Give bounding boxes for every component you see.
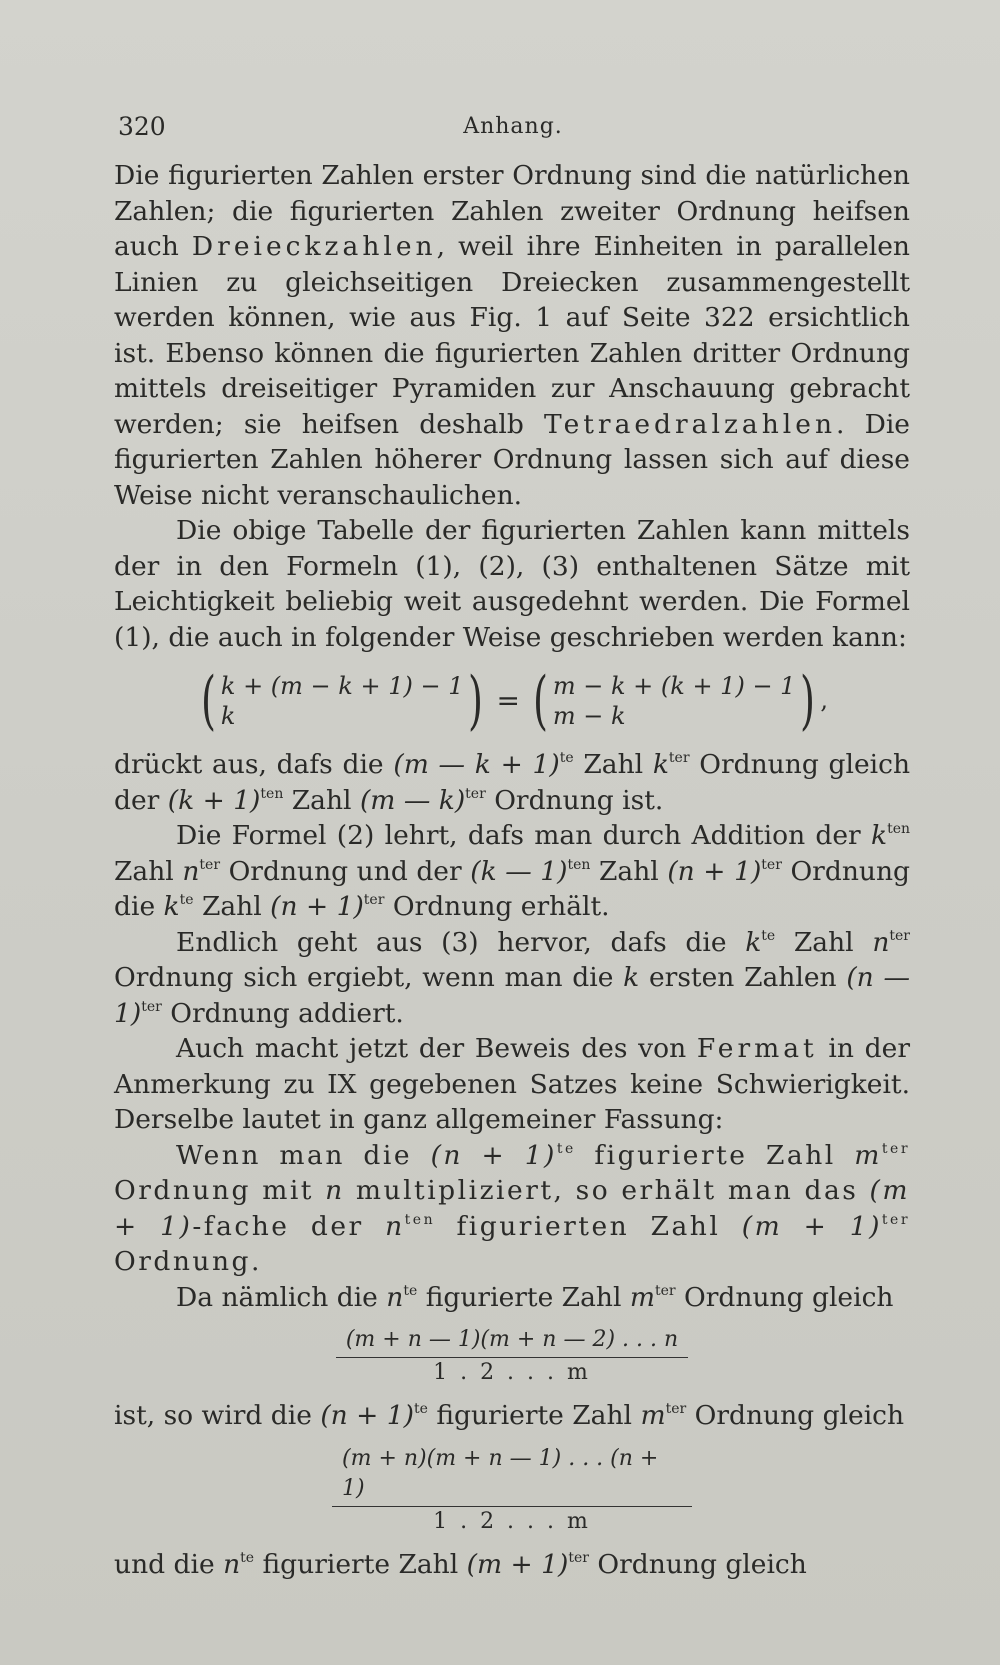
binomial-bottom: k [220,702,236,730]
sup: ter [141,998,162,1015]
math: (n + 1) [270,891,364,922]
text: Endlich geht aus (3) hervor, dafs die [176,926,746,958]
sup: ter [568,1549,589,1566]
text: multipliziert, so erhält man das [344,1175,870,1206]
text: ersten Zahlen [639,962,847,993]
math: (n — 1) [114,962,911,1029]
page-body [114,158,910,1582]
sup: ten [260,785,284,802]
paragraph-8 [114,1280,910,1316]
text: drückt aus, dafs die [114,749,394,780]
text: figurierte Zahl [254,1548,467,1580]
spaced-term: Tetraedralzahlen [543,408,837,440]
sup: ter [655,1282,676,1299]
paragraph-5 [114,925,910,1032]
math: (n + 1) [430,1139,557,1171]
paragraph-2: Die obige Tabelle der figurierten Zahlen kann mittels der in den Formeln (1), (2), (3) enthaltenen Sätze mit Leichtigkeit beliebig weit ausgedehnt werden. Die Formel (1), die auch in folgender Weise geschrieben werden kann: [114,515,910,653]
math: (m + 1) [466,1548,569,1580]
text: , weil ihre Einheiten in parallelen Linien zu gleichseitigen Dreiecken zusammengestellt werden können, wie aus Fig. 1 auf Seite 322 ersichtlich ist. Ebenso können die figurierten Zahlen dritter Ordnung mittels dreiseitiger Pyramiden zur Anschauung gebracht werden; sie heifsen deshalb [114,231,910,440]
text: Ordnung sich ergiebt, wenn man die [114,962,624,993]
text: in der Anmerkung zu IX gegebenen Satzes keine Schwierigkeit. Derselbe lautet in ganz allgemeiner Fassung: [114,1033,910,1135]
text: Ordnung addiert. [161,997,404,1029]
sup: ter [668,750,690,766]
binomial-stack [553,671,796,731]
math: m [629,1281,655,1313]
math: n [385,1210,405,1242]
text: Ordnung ist. [485,784,664,816]
left-paren: ( [200,664,216,738]
page-number: 320 [118,112,166,141]
text: Ordnung gleich [588,1548,807,1580]
text: Zahl [775,926,873,958]
sup: ter [665,1401,687,1417]
binomial-stack [221,671,464,731]
math: (m + 1) [741,1210,882,1242]
text: Zahl [193,891,271,922]
fraction-denominator: 1 . 2 . . . m [433,1360,591,1385]
text: . Die figurierten Zahlen höherer Ordnung lassen sich auf diese Weise nicht veranschaulichen. [114,408,910,511]
sup: te [240,1549,255,1566]
sup: te [413,1401,428,1417]
paragraph-10 [114,1547,910,1583]
math: (m + 1) [114,1175,910,1242]
sup: ter [889,927,910,944]
text: Zahl [114,855,183,887]
text: Ordnung gleich der [114,749,911,816]
sup: te [179,892,194,908]
sup: te [559,750,574,766]
math: n [872,926,890,958]
text: Die figurierten Zahlen erster Ordnung sind die natürlichen Zahlen; die figurierten Zahlen zweiter Ordnung heifsen auch [114,160,910,262]
equals-sign: = [496,684,520,718]
text: -fache der [192,1210,386,1242]
text: Ordnung die [114,855,910,922]
math: m [640,1400,666,1431]
binomial-formula [114,661,910,741]
math: (m — k) [359,784,466,816]
binomial-right [528,664,821,738]
right-paren: ) [468,664,484,738]
math: n [386,1281,404,1313]
text: Ordnung mit [114,1175,326,1206]
math: n [325,1175,345,1206]
sup: ten [887,821,910,837]
formula-comma: , [820,686,829,715]
text: Ordnung. [114,1246,262,1277]
math: k [623,962,640,993]
text: Ordnung erhält. [384,891,610,922]
math: (k — 1) [470,855,568,887]
fraction-numerator: (m + n)(m + n — 1) . . . (n + 1) [332,1444,692,1507]
page-header [118,112,908,152]
text: Ordnung gleich [686,1400,905,1431]
sup: ter [199,856,221,873]
math: k [871,820,888,851]
fraction-1 [332,1325,692,1388]
fraction-numerator: (m + n — 1)(m + n — 2) . . . n [336,1325,688,1358]
math: (m — k + 1) [393,749,560,780]
binomial-top: k + (m − k + 1) − 1 [220,672,464,700]
math: m [854,1139,882,1171]
text: Die Formel (2) lehrt, dafs man durch Addition der [176,820,871,851]
text: Ordnung und der [220,855,471,887]
math: k [652,749,669,780]
sup: te [761,927,776,944]
math: n [223,1548,241,1580]
sup: ten [567,856,591,873]
text: figurierten Zahl [435,1210,742,1242]
math: k [163,891,180,922]
running-head: Anhang. [463,114,563,139]
text: Zahl [590,855,668,887]
paragraph-4 [114,818,910,925]
binomial-top: m − k + (k + 1) − 1 [552,672,796,700]
math: n [182,855,200,887]
paragraph-7-theorem [114,1138,910,1280]
sup: ter [761,856,782,873]
text: ist, so wird die [114,1400,321,1431]
binomial-left [196,664,489,738]
text: Da nämlich die [176,1281,387,1313]
sup: ter [881,1140,911,1157]
text: Zahl [573,749,653,780]
math: (n + 1) [667,855,762,887]
paragraph-9 [114,1398,910,1434]
sup: ter [363,892,385,908]
text: Auch macht jetzt der Beweis des von [176,1033,697,1064]
spaced-term: Dreieckzahlen [191,231,437,262]
paragraph-6 [114,1031,910,1138]
sup: ten [404,1211,436,1228]
text: figurierte Zahl [427,1400,641,1431]
text: Wenn man die [176,1139,431,1171]
spaced-name: Fermat [696,1033,818,1064]
fraction-2 [332,1444,692,1537]
text: Zahl [283,784,360,816]
sup: ter [881,1211,911,1228]
text: Ordnung gleich [675,1281,894,1313]
math: (k + 1) [167,784,261,816]
text: figurierte Zahl [575,1139,855,1171]
sup: te [403,1282,418,1299]
binomial-bottom: m − k [552,702,626,730]
text: und die [114,1548,224,1580]
paragraph-1 [114,158,910,513]
text: figurierte Zahl [417,1281,630,1313]
left-paren: ( [532,664,548,738]
math: (n + 1) [320,1400,414,1431]
sup: te [556,1140,576,1157]
sup: ter [465,785,486,802]
paragraph-3 [114,747,910,818]
math: k [745,926,762,958]
fraction-denominator: 1 . 2 . . . m [433,1508,591,1534]
right-paren: ) [800,664,816,738]
